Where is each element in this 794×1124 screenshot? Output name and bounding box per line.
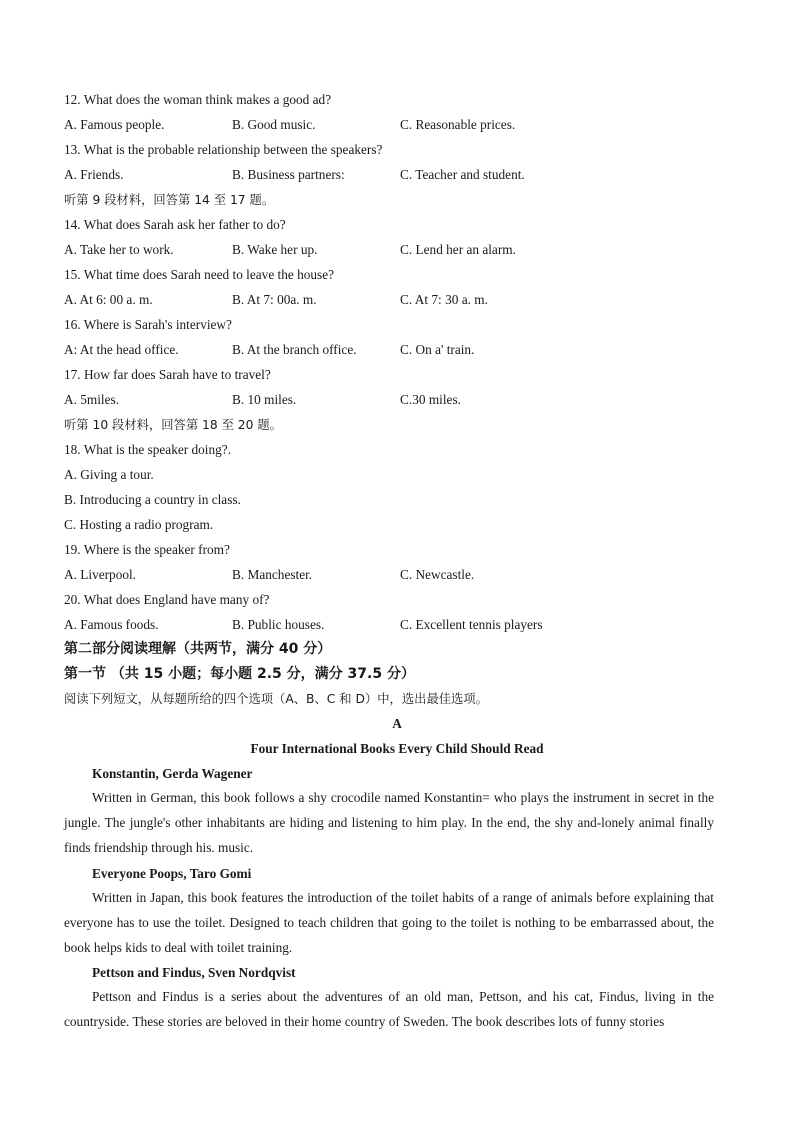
question-15: 15. What time does Sarah need to leave the house?: [64, 267, 335, 282]
question-19: 19. Where is the speaker from?: [64, 542, 230, 557]
option-b: B. Manchester.: [232, 567, 313, 582]
option-a: A. Liverpool.: [64, 567, 137, 582]
book-2-description: [64, 885, 714, 960]
book-2-text: Written in Japan, this book features the introduction of the toilet habits of a range of animals before explaining that everyone has to use the toilet. Designed to teach children that going to the toilet is nothing to be embarrassed about, the book helps kids to deal with toilet training.: [64, 890, 714, 955]
option-c: C.30 miles.: [400, 392, 461, 407]
question-13: 13. What is the probable relationship between the speakers?: [64, 142, 383, 157]
option-a: A. Famous foods.: [64, 617, 159, 632]
question-17: 17. How far does Sarah have to travel?: [64, 367, 271, 382]
section-one-heading: 第一节 （共 15 小题；每小题 2.5 分，满分 37.5 分）: [64, 666, 415, 682]
option-b: B. Wake her up.: [232, 242, 318, 257]
options-17: [64, 391, 704, 409]
direction-passage-10: 听第 10 段材料，回答第 18 至 20 题。: [64, 418, 282, 432]
option-c: C. Lend her an alarm.: [400, 242, 516, 257]
book-1-description: [64, 785, 714, 860]
option-c: C. Excellent tennis players: [400, 617, 543, 632]
question-16: 16. Where is Sarah's interview?: [64, 317, 232, 332]
option-a: A. At 6: 00 a. m.: [64, 292, 153, 307]
option-c: C. Newcastle.: [400, 567, 475, 582]
option-a: A. Friends.: [64, 167, 124, 182]
book-1-title: Konstantin, Gerda Wagener: [92, 766, 253, 781]
book-1-text: Written in German, this book follows a shy crocodile named Konstantin= who plays the instrument in secret in the jungle. The jungle's other inhabitants are hiding and listening to him play. In the end, the shy and-lonely animal finally finds friendship through his. music.: [64, 790, 714, 855]
options-15: [64, 291, 704, 309]
options-14: [64, 241, 704, 259]
option-b: B. Business partners:: [232, 167, 345, 182]
option-b: B. At the branch office.: [232, 342, 357, 357]
options-20: [64, 616, 704, 634]
passage-title: Four International Books Every Child Should Read: [250, 741, 544, 756]
book-3-title: Pettson and Findus, Sven Nordqvist: [92, 965, 296, 980]
options-19: [64, 566, 704, 584]
option-b: B. Good music.: [232, 117, 316, 132]
book-2-title: Everyone Poops, Taro Gomi: [92, 866, 252, 881]
reading-instructions: 阅读下列短文，从每题所给的四个选项（A、B、C 和 D）中，选出最佳选项。: [64, 692, 488, 706]
option-b: B. 10 miles.: [232, 392, 297, 407]
option-a: A. Famous people.: [64, 117, 165, 132]
question-20: 20. What does England have many of?: [64, 592, 270, 607]
option-18-a: A. Giving a tour.: [64, 467, 154, 482]
option-c: C. On a' train.: [400, 342, 475, 357]
option-c: C. Reasonable prices.: [400, 117, 516, 132]
options-16: [64, 341, 704, 359]
option-18-b: B. Introducing a country in class.: [64, 492, 241, 507]
option-a: A: At the head office.: [64, 342, 179, 357]
question-12: 12. What does the woman think makes a good ad?: [64, 92, 332, 107]
part-two-heading: 第二部分阅读理解（共两节，满分 40 分）: [64, 641, 332, 657]
book-3-text: Pettson and Findus is a series about the adventures of an old man, Pettson, and his cat, Findus, living in the countryside. These stories are beloved in their home country of Sweden. The book describes lots of funny stories: [64, 989, 714, 1029]
option-b: B. At 7: 00a. m.: [232, 292, 317, 307]
options-12: [64, 116, 704, 134]
option-18-c: C. Hosting a radio program.: [64, 517, 214, 532]
direction-passage-9: 听第 9 段材料，回答第 14 至 17 题。: [64, 193, 275, 207]
option-a: A. Take her to work.: [64, 242, 174, 257]
option-c: C. At 7: 30 a. m.: [400, 292, 488, 307]
question-18: 18. What is the speaker doing?.: [64, 442, 232, 457]
question-14: 14. What does Sarah ask her father to do?: [64, 217, 286, 232]
option-b: B. Public houses.: [232, 617, 325, 632]
options-13: [64, 166, 704, 184]
passage-label: A: [392, 716, 402, 731]
book-3-description: [64, 984, 714, 1034]
option-c: C. Teacher and student.: [400, 167, 525, 182]
option-a: A. 5miles.: [64, 392, 120, 407]
